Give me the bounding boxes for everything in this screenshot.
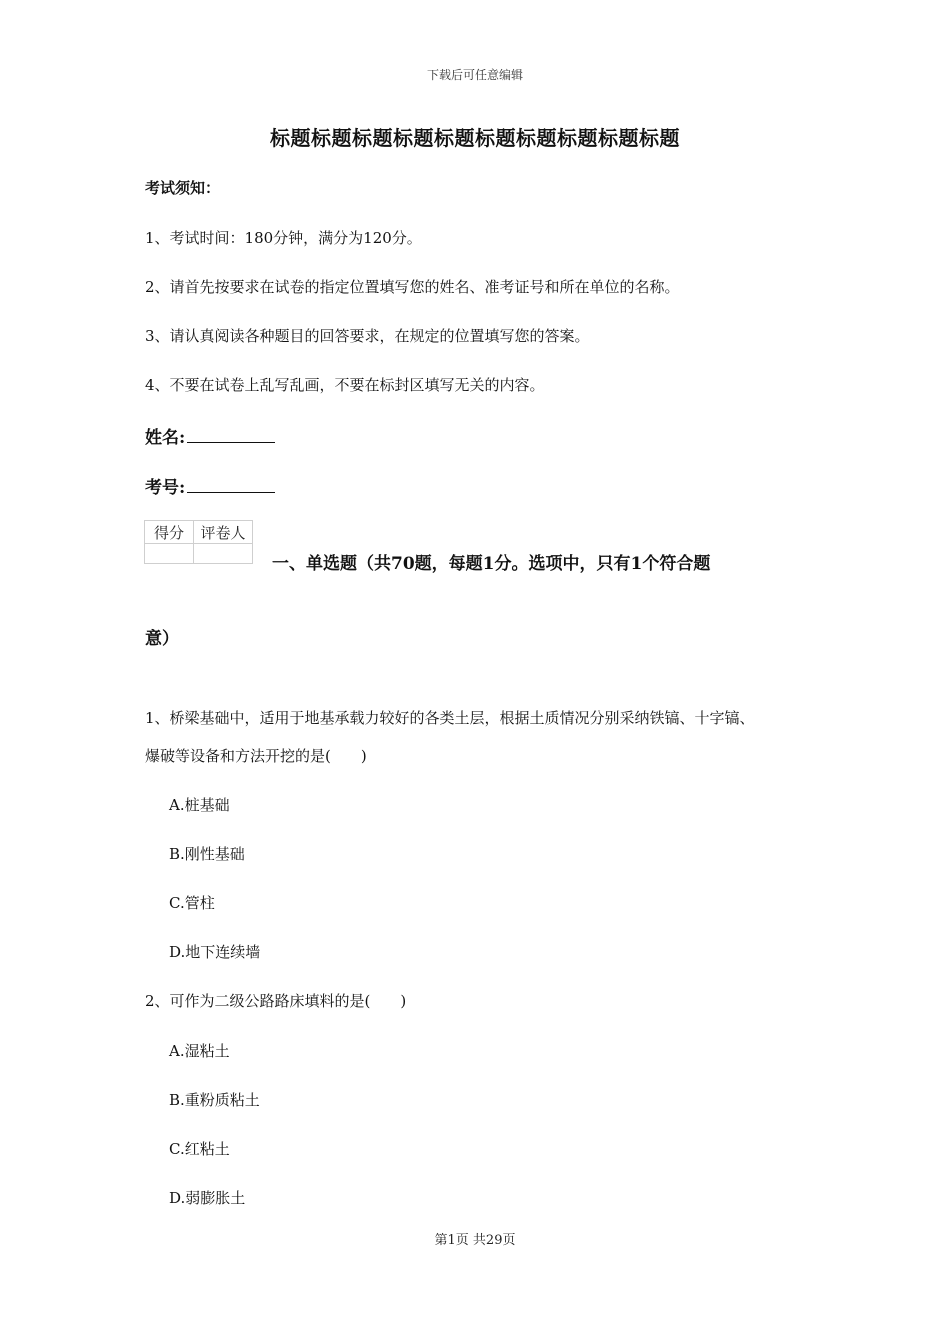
exam-id-field[interactable] [145, 473, 275, 498]
header-note: 下载后可任意编辑 [426, 68, 523, 82]
option-b: B.刚性基础 [169, 845, 245, 863]
option-b: B.重粉质粘土 [169, 1091, 260, 1109]
section-heading: 一、单选题（共70题，每题1分。选项中，只有1个符合题 [272, 554, 711, 574]
score-header: 得分 [145, 521, 194, 544]
notice-heading: 考试须知： [145, 179, 221, 197]
option-c: C.管柱 [169, 894, 215, 912]
name-blank-line[interactable] [187, 426, 275, 443]
notice-item: 2、请首先按要求在试卷的指定位置填写您的姓名、准考证号和所在单位的名称。 [145, 278, 680, 296]
notice-item: 3、请认真阅读各种题目的回答要求，在规定的位置填写您的答案。 [145, 327, 590, 345]
option-d: D.地下连续墙 [169, 943, 261, 961]
question-text: 2、可作为二级公路路床填料的是( ) [145, 992, 407, 1010]
grader-cell[interactable] [194, 544, 253, 564]
option-a: A.湿粘土 [169, 1042, 230, 1060]
option-d: D.弱膨胀土 [169, 1189, 246, 1207]
option-a: A.桩基础 [169, 796, 230, 814]
page-footer: 第1页 共29页 [434, 1233, 516, 1248]
document-title: 标题标题标题标题标题标题标题标题标题标题 [270, 126, 680, 150]
grader-header: 评卷人 [194, 521, 253, 544]
section-heading-continuation: 意） [145, 629, 179, 649]
exam-id-blank-line[interactable] [187, 476, 275, 493]
notice-item: 4、不要在试卷上乱写乱画，不要在标封区填写无关的内容。 [145, 376, 545, 394]
notice-item: 1、考试时间：180分钟，满分为120分。 [145, 229, 422, 247]
question-text: 爆破等设备和方法开挖的是( ) [145, 747, 367, 765]
score-table [144, 520, 253, 564]
name-field[interactable] [145, 423, 275, 448]
question-text: 1、桥梁基础中，适用于地基承载力较好的各类土层，根据土质情况分别采纳铁镐、十字镐、 [145, 709, 755, 727]
exam-id-label: 考号: [145, 478, 186, 498]
option-c: C.红粘土 [169, 1140, 230, 1158]
name-label: 姓名: [145, 428, 186, 448]
score-cell[interactable] [145, 544, 194, 564]
